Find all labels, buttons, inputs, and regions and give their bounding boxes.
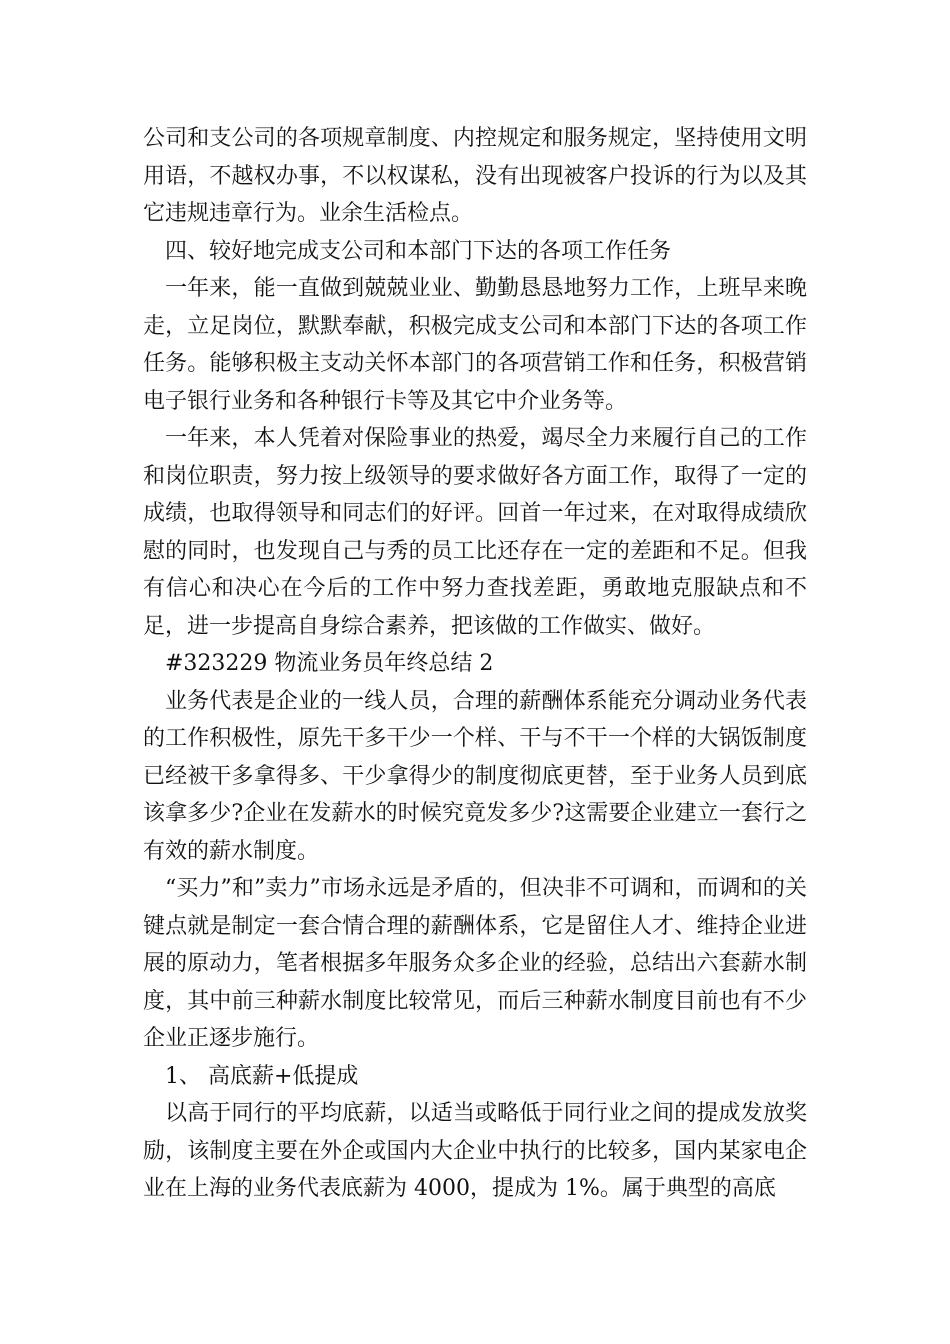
document-body <box>143 120 807 1208</box>
paragraph-year-summary: 一年来，本人凭着对保险事业的热爱，竭尽全力来履行自己的工作和岗位职责，努力按上级领导的要求做好各方面工作，取得了一定的成绩，也取得领导和同志们的好评。回首一年过来，在对取得成绩欣慰的同时，也发现自己与秀的员工比还存在一定的差距和不足。但我有信心和决心在今后的工作中努力查找差距，勇敢地克服缺点和不足，进一步提高自身综合素养，把该做的工作做实、做好。 <box>143 426 807 639</box>
paragraph-high-base: 以高于同行的平均底薪，以适当或略低于同行业之间的提成发放奖励，该制度主要在外企或国内大企业中执行的比较多，国内某家电企业在上海的业务代表底薪为 4000，提成为 1%。属于典型的高底 <box>143 1101 807 1201</box>
paragraph-rules-compliance: 公司和支公司的各项规章制度、内控规定和服务规定，坚持使用文明用语，不越权办事，不以权谋私，没有出现被客户投诉的行为以及其它违规违章行为。业余生活检点。 <box>143 126 807 226</box>
document-title-2: #323229 物流业务员年终总结 2 <box>165 651 494 676</box>
list-heading-1: 1、 高底薪+低提成 <box>165 1063 359 1089</box>
section-heading-tasks: 四、较好地完成支公司和本部门下达的各项工作任务 <box>165 238 672 264</box>
paragraph-salary-system: 业务代表是企业的一线人员，合理的薪酬体系能充分调动业务代表的工作积极性，原先干多干少一个样、干与不干一个样的大锅饭制度已经被干多拿得多、干少拿得少的制度彻底更替，至于业务人员到底该拿多少?企业在发薪水的时候究竟发多少?这需要企业建立一套行之有效的薪水制度。 <box>143 688 807 864</box>
paragraph-market: “买力”和”卖力”市场永远是矛盾的，但决非不可调和，而调和的关键点就是制定一套合情合理的薪酬体系，它是留住人才、维持企业进展的原动力，笔者根据多年服务众多企业的经验，总结出六套薪水制度，其中前三种薪水制度比较常见，而后三种薪水制度目前也有不少企业正逐步施行。 <box>143 876 807 1051</box>
paragraph-work-tasks: 一年来，能一直做到兢兢业业、勤勤恳恳地努力工作，上班早来晚走，立足岗位，默默奉献，积极完成支公司和本部门下达的各项工作任务。能够积极主支动关怀本部门的各项营销工作和任务，积极营销电子银行业务和各种银行卡等及其它中介业务等。 <box>143 276 807 414</box>
